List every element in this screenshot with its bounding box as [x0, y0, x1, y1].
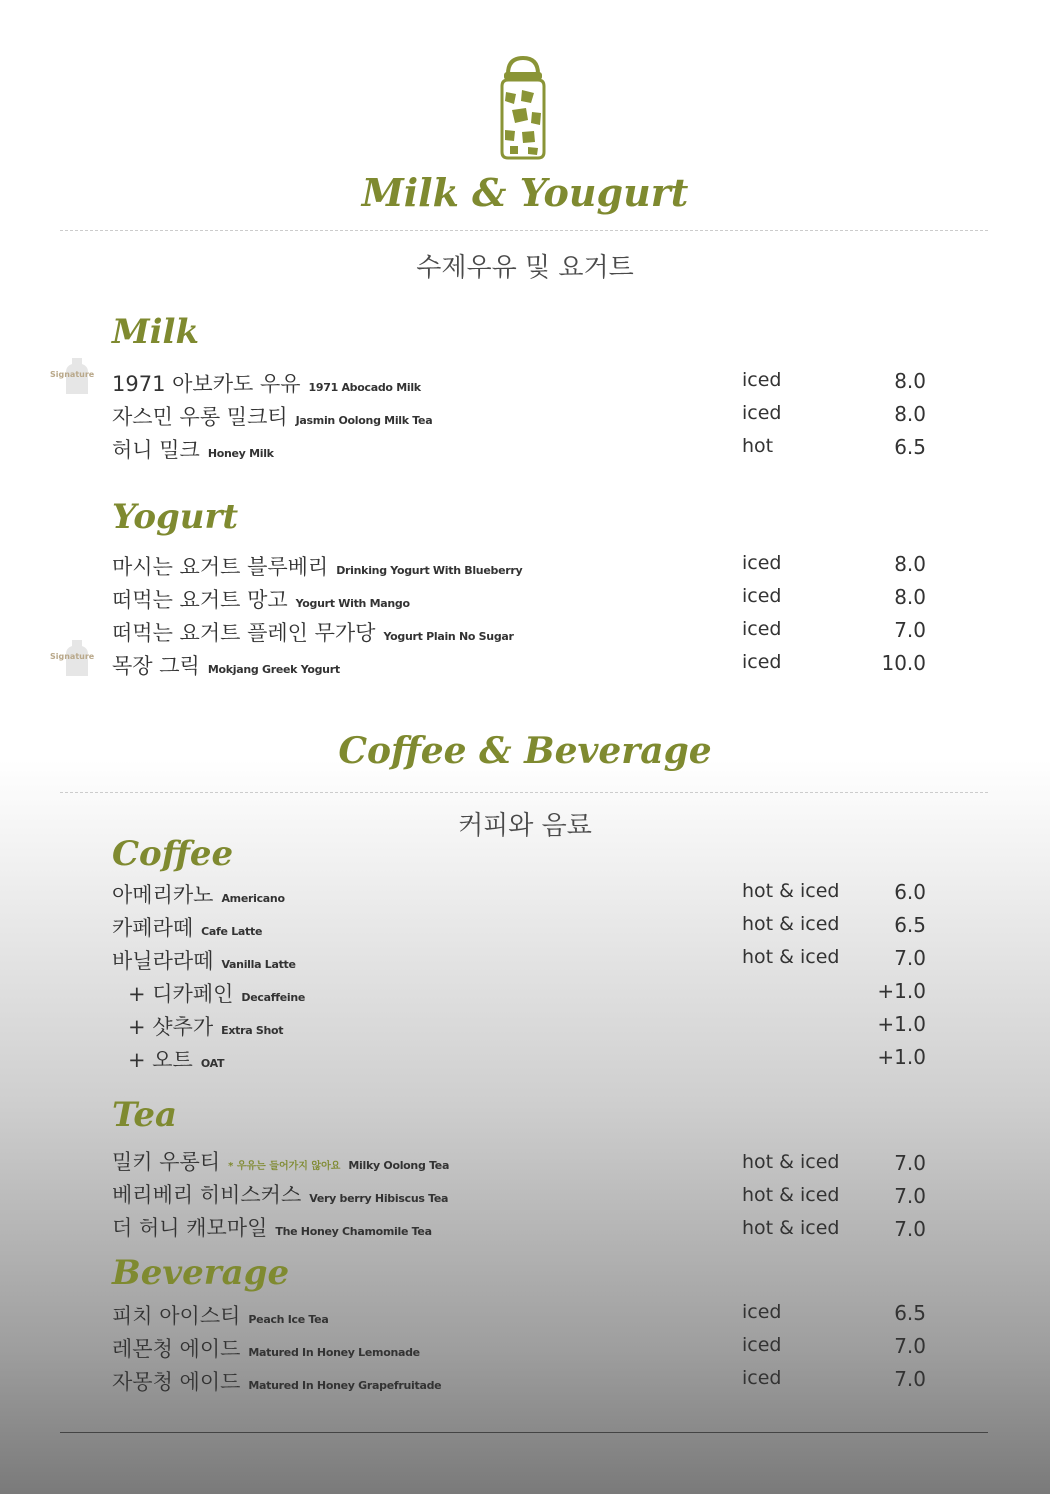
menu-row [0, 650, 1050, 680]
item-temp: iced [742, 618, 782, 640]
item-price: 7.0 [894, 1151, 926, 1175]
menu-row [0, 401, 1050, 431]
item-temp: hot & iced [742, 946, 840, 968]
item-price: +1.0 [877, 1012, 926, 1036]
item-temp: hot & iced [742, 1184, 840, 1206]
menu-row [0, 617, 1050, 647]
item-name: 더 허니 캐모마일 The Honey Chamomile Tea [112, 1216, 432, 1240]
item-price: 6.5 [894, 435, 926, 459]
item-temp: hot & iced [742, 913, 840, 935]
item-price: 6.0 [894, 880, 926, 904]
item-temp: iced [742, 1367, 782, 1389]
milk-jar-icon [492, 52, 554, 164]
menu-row [0, 1146, 1050, 1176]
item-name: 피치 아이스티 Peach Ice Tea [112, 1304, 329, 1328]
category-heading-yogurt: Yogurt [112, 497, 239, 537]
menu-row [0, 1179, 1050, 1209]
item-temp: iced [742, 585, 782, 607]
item-temp: iced [742, 1301, 782, 1323]
menu-row [0, 945, 1050, 975]
item-name: + 오트 OAT [128, 1048, 225, 1072]
menu-row [0, 1366, 1050, 1396]
item-price: 10.0 [881, 651, 926, 675]
item-name: 아메리카노 Americano [112, 883, 285, 907]
category-heading-coffee: Coffee [112, 834, 234, 874]
section-title-coffee-beverage: Coffee & Beverage [338, 730, 712, 772]
item-name: 자몽청 에이드 Matured In Honey Grapefruitade [112, 1370, 442, 1394]
item-name: 베리베리 히비스커스 Very berry Hibiscus Tea [112, 1183, 449, 1207]
dashed-divider [60, 230, 988, 231]
menu-row [0, 1300, 1050, 1330]
signature-badge: Signature [50, 638, 106, 678]
item-temp: iced [742, 552, 782, 574]
category-heading-beverage: Beverage [112, 1253, 290, 1293]
item-name: 바닐라라떼 Vanilla Latte [112, 949, 296, 973]
item-name: 마시는 요거트 블루베리 Drinking Yogurt With Blueberry [112, 555, 523, 579]
menu-row [0, 434, 1050, 464]
item-name: 1971 아보카도 우유 1971 Abocado Milk [112, 372, 421, 396]
item-name: 허니 밀크 Honey Milk [112, 438, 274, 462]
item-price: 7.0 [894, 946, 926, 970]
menu-row [0, 1333, 1050, 1363]
bottom-divider [60, 1432, 988, 1433]
item-price: 6.5 [894, 1301, 926, 1325]
item-temp: hot & iced [742, 880, 840, 902]
menu-row [0, 879, 1050, 909]
section-subtitle-coffee-beverage: 커피와 음료 [458, 811, 592, 841]
item-temp: hot & iced [742, 1217, 840, 1239]
item-price: +1.0 [877, 979, 926, 1003]
dashed-divider [60, 792, 988, 793]
item-name: 목장 그릭 Mokjang Greek Yogurt [112, 654, 340, 678]
section-title-milk-yogurt: Milk & Yougurt [361, 170, 689, 215]
menu-row [0, 1212, 1050, 1242]
item-name: 자스민 우롱 밀크티 Jasmin Oolong Milk Tea [112, 405, 433, 429]
item-temp: iced [742, 369, 782, 391]
item-temp: hot [742, 435, 774, 457]
item-name: 떠먹는 요거트 플레인 무가당 Yogurt Plain No Sugar [112, 621, 514, 645]
item-temp: hot & iced [742, 1151, 840, 1173]
menu-row-option [0, 978, 1050, 1008]
menu-row [0, 551, 1050, 581]
menu-row [0, 368, 1050, 398]
category-heading-milk: Milk [112, 312, 200, 352]
item-temp: iced [742, 402, 782, 424]
item-name: 레몬청 에이드 Matured In Honey Lemonade [112, 1337, 420, 1361]
item-price: 7.0 [894, 618, 926, 642]
item-name: + 디카페인 Decaffeine [128, 982, 306, 1006]
signature-badge: Signature [50, 356, 106, 396]
item-name: 카페라떼 Cafe Latte [112, 916, 263, 940]
item-price: 7.0 [894, 1367, 926, 1391]
item-price: 7.0 [894, 1217, 926, 1241]
item-temp: iced [742, 1334, 782, 1356]
item-price: 7.0 [894, 1334, 926, 1358]
item-note: * 우유는 들어가지 않아요 [228, 1161, 341, 1172]
item-name: 떠먹는 요거트 망고 Yogurt With Mango [112, 588, 410, 612]
section-subtitle-milk-yogurt: 수제우유 및 요거트 [416, 253, 634, 283]
item-price: 8.0 [894, 585, 926, 609]
item-price: 8.0 [894, 369, 926, 393]
item-name: 밀키 우롱티 * 우유는 들어가지 않아요 Milky Oolong Tea [112, 1150, 450, 1174]
menu-row [0, 912, 1050, 942]
item-price: 8.0 [894, 402, 926, 426]
menu-row-option [0, 1044, 1050, 1074]
item-price: 6.5 [894, 913, 926, 937]
item-price: +1.0 [877, 1045, 926, 1069]
item-temp: iced [742, 651, 782, 673]
menu-row [0, 584, 1050, 614]
menu-row-option [0, 1011, 1050, 1041]
item-price: 7.0 [894, 1184, 926, 1208]
item-price: 8.0 [894, 552, 926, 576]
category-heading-tea: Tea [112, 1095, 178, 1135]
item-name: + 샷추가 Extra Shot [128, 1015, 284, 1039]
